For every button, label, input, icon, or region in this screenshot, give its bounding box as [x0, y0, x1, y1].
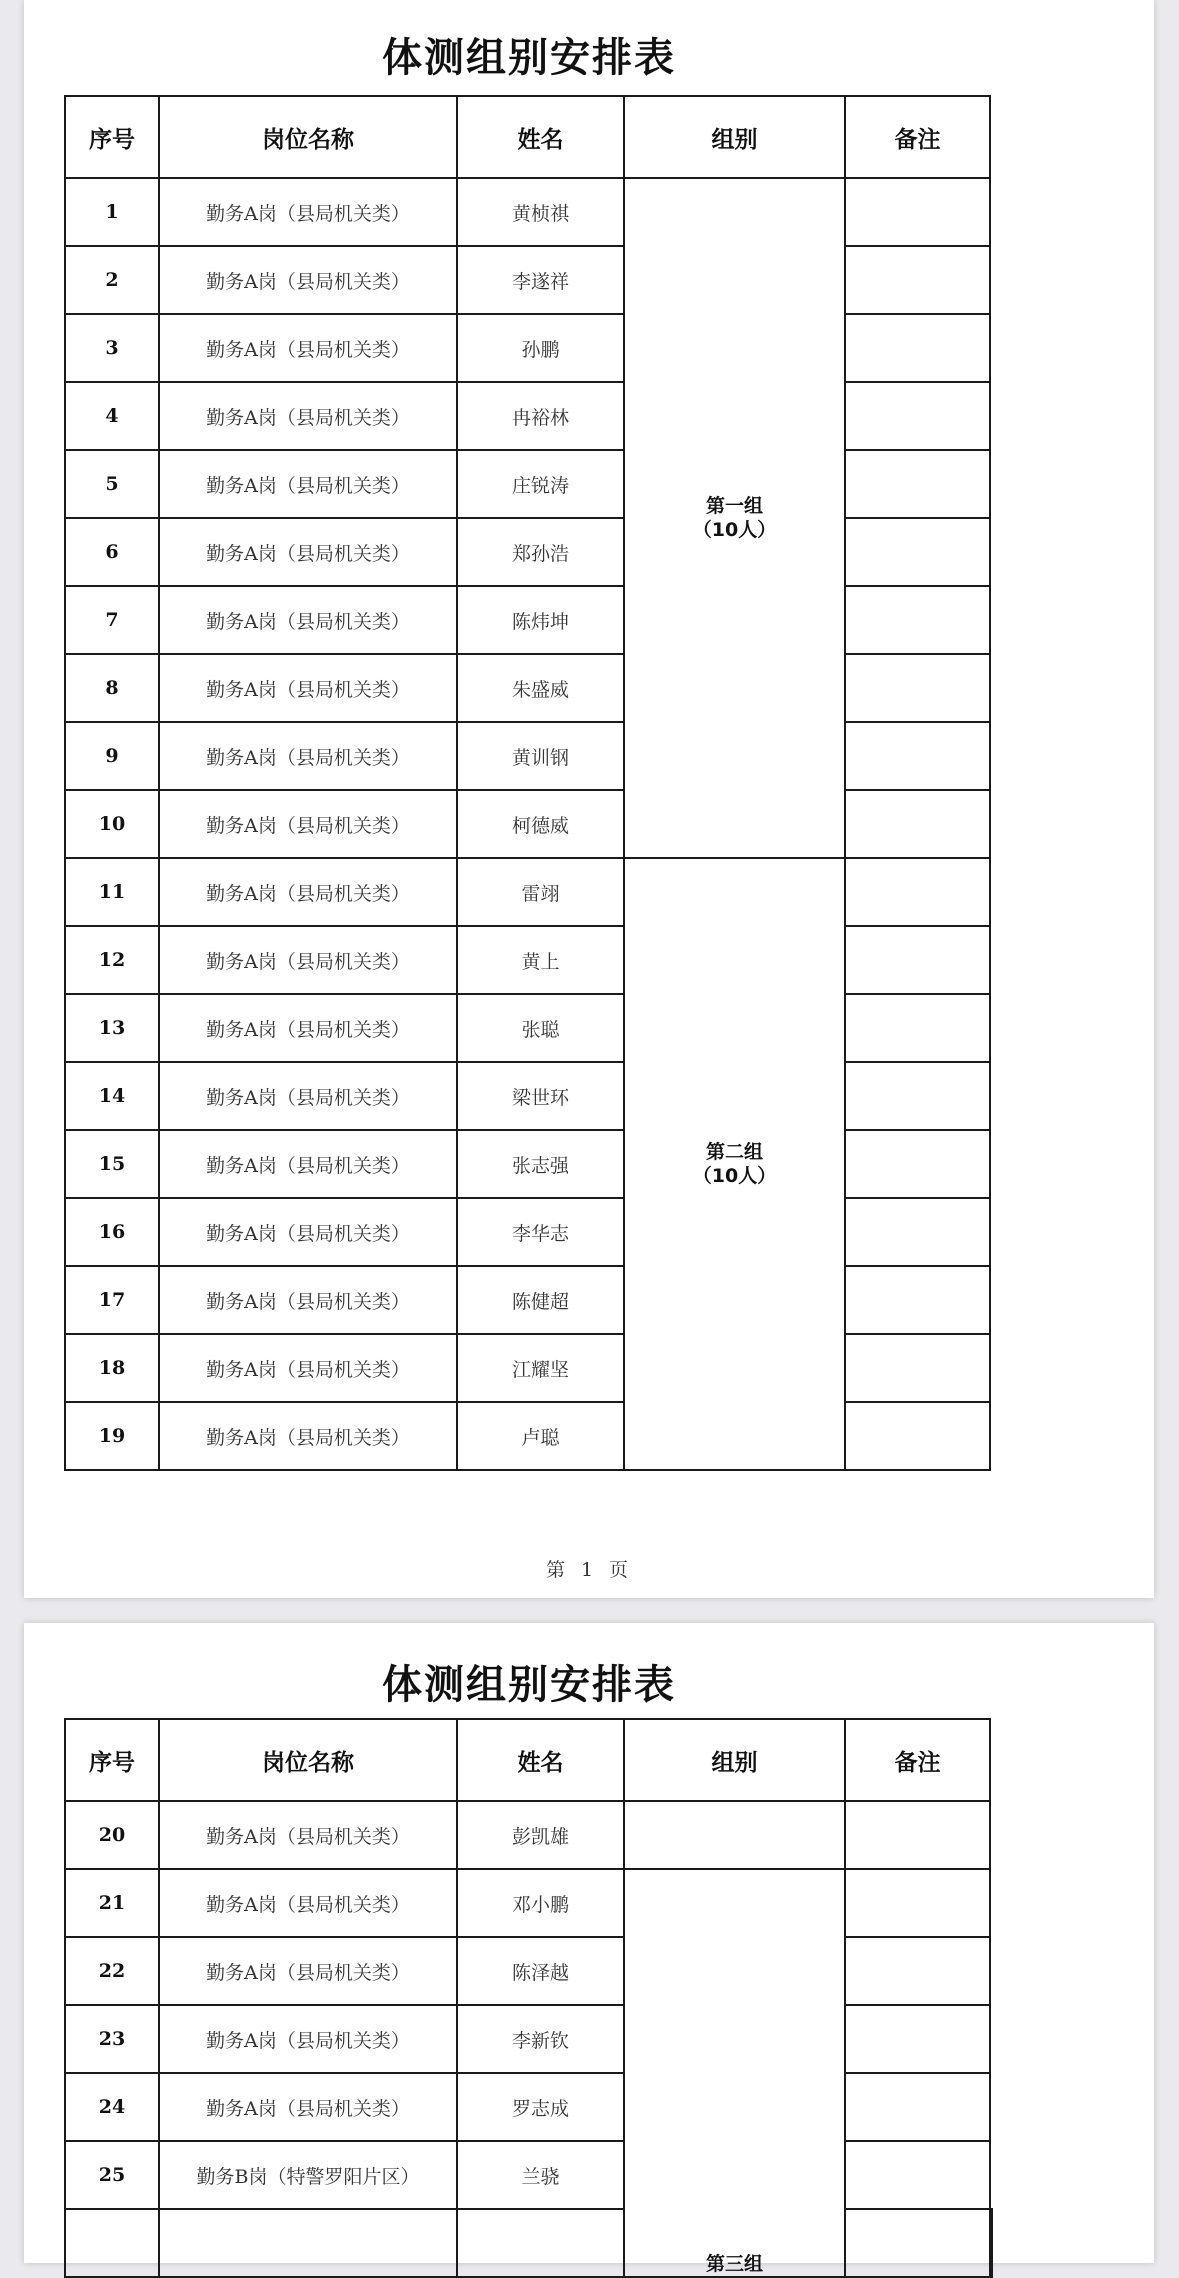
cell-serial: 25	[65, 2141, 159, 2209]
table-row	[65, 858, 990, 926]
cell-serial: 14	[65, 1062, 159, 1130]
cell-remark	[845, 246, 990, 314]
header-serial: 序号	[65, 96, 159, 178]
cell-group-3	[624, 1869, 845, 2277]
cell-remark	[845, 1130, 990, 1198]
cell-remark	[845, 790, 990, 858]
cell-remark	[845, 2073, 990, 2141]
cell-name: 罗志成	[457, 2073, 624, 2141]
cell-group-2	[624, 858, 845, 1470]
cell-position: 勤务A岗（县局机关类）	[159, 1062, 457, 1130]
cell-position: 勤务A岗（县局机关类）	[159, 790, 457, 858]
cell-group	[845, 2209, 990, 2277]
table-row	[65, 1937, 992, 2005]
cell-position: 勤务A岗（县局机关类）	[159, 1130, 457, 1198]
table-header-row	[65, 1719, 992, 1801]
table-row	[65, 518, 990, 586]
cell-serial: 3	[65, 314, 159, 382]
cell-position: 勤务A岗（县局机关类）	[159, 178, 457, 246]
cell-name: 江耀坚	[457, 1334, 624, 1402]
cell-remark	[845, 654, 990, 722]
cell-position: 勤务B岗（特警罗阳片区）	[159, 2141, 457, 2209]
group-name: 第一组	[705, 495, 763, 517]
cell-name: 李新钦	[457, 2005, 624, 2073]
header-name: 姓名	[457, 1719, 624, 1801]
cell-serial: 4	[65, 382, 159, 450]
header-remark: 备注	[845, 1719, 990, 1801]
cell-name: 陈炜坤	[457, 586, 624, 654]
table-row	[65, 1869, 992, 1937]
table-row	[65, 1062, 990, 1130]
cell-remark	[845, 2141, 990, 2209]
header-remark: 备注	[845, 96, 990, 178]
cell-name	[457, 2209, 624, 2277]
cell-position: 勤务A岗（县局机关类）	[159, 858, 457, 926]
cell-position: 勤务A岗（县局机关类）	[159, 1937, 457, 2005]
cell-name: 彭凯雄	[457, 1801, 624, 1869]
cell-serial: 21	[65, 1869, 159, 1937]
cell-name: 庄锐涛	[457, 450, 624, 518]
cell-group	[624, 1801, 845, 1869]
group-name: 第二组	[705, 1141, 763, 1163]
page-title: 体测组别安排表	[382, 1661, 676, 1708]
cell-name: 黄训钢	[457, 722, 624, 790]
cell-remark	[845, 314, 990, 382]
table-row	[65, 2141, 992, 2209]
cell-name: 邓小鹏	[457, 1869, 624, 1937]
table-row	[65, 586, 990, 654]
cell-name: 张志强	[457, 1130, 624, 1198]
cell-group-1	[624, 178, 845, 858]
cell-serial: 24	[65, 2073, 159, 2141]
cell-serial: 11	[65, 858, 159, 926]
cell-position: 勤务A岗（县局机关类）	[159, 382, 457, 450]
cell-name: 黄上	[457, 926, 624, 994]
cell-position: 勤务A岗（县局机关类）	[159, 518, 457, 586]
cell-serial: 22	[65, 1937, 159, 2005]
header-position: 岗位名称	[159, 1719, 457, 1801]
table-row	[65, 314, 990, 382]
cell-remark	[845, 1266, 990, 1334]
cell-serial: 7	[65, 586, 159, 654]
cell-remark	[845, 1402, 990, 1470]
cell-position: 勤务A岗（县局机关类）	[159, 1198, 457, 1266]
cell-name: 李遂祥	[457, 246, 624, 314]
table-row	[65, 1130, 990, 1198]
cell-name: 雷翊	[457, 858, 624, 926]
cell-remark	[845, 994, 990, 1062]
cell-name: 张聪	[457, 994, 624, 1062]
cell-serial: 13	[65, 994, 159, 1062]
cell-position: 勤务A岗（县局机关类）	[159, 1334, 457, 1402]
cell-name: 陈健超	[457, 1266, 624, 1334]
cell-remark	[845, 382, 990, 450]
cell-serial: 15	[65, 1130, 159, 1198]
cell-position: 勤务A岗（县局机关类）	[159, 246, 457, 314]
footer-prefix: 第	[545, 1559, 569, 1581]
cell-remark	[845, 518, 990, 586]
cell-remark	[845, 1198, 990, 1266]
cell-name: 柯德威	[457, 790, 624, 858]
table-row	[65, 790, 990, 858]
cell-serial: 18	[65, 1334, 159, 1402]
cell-position: 勤务A岗（县局机关类）	[159, 450, 457, 518]
cell-serial: 1	[65, 178, 159, 246]
table-row	[65, 2073, 992, 2141]
cell-name: 冉裕林	[457, 382, 624, 450]
cell-remark	[990, 2209, 992, 2277]
cell-remark	[845, 1801, 990, 1869]
cell-name: 黄桢祺	[457, 178, 624, 246]
group-count: （10人）	[692, 1165, 777, 1187]
group-name: 第三组	[705, 2253, 763, 2275]
cell-remark	[845, 926, 990, 994]
cell-serial: 9	[65, 722, 159, 790]
cell-serial: 20	[65, 1801, 159, 1869]
cell-remark	[845, 178, 990, 246]
cell-position: 勤务A岗（县局机关类）	[159, 1801, 457, 1869]
cell-name: 兰骁	[457, 2141, 624, 2209]
cell-remark	[845, 1869, 990, 1937]
grouping-table	[64, 95, 991, 1471]
cell-position: 勤务A岗（县局机关类）	[159, 926, 457, 994]
header-name: 姓名	[457, 96, 624, 178]
cell-serial	[65, 2209, 159, 2277]
cell-remark	[845, 1937, 990, 2005]
cell-position: 勤务A岗（县局机关类）	[159, 586, 457, 654]
table-row	[65, 246, 990, 314]
table-row	[65, 1402, 990, 1470]
table-row	[65, 2005, 992, 2073]
cell-position: 勤务A岗（县局机关类）	[159, 722, 457, 790]
table-row	[65, 654, 990, 722]
cell-remark	[845, 450, 990, 518]
table-header-row	[65, 96, 990, 178]
cell-remark	[845, 722, 990, 790]
cell-name: 朱盛威	[457, 654, 624, 722]
table-row	[65, 1334, 990, 1402]
cell-name: 陈泽越	[457, 1937, 624, 2005]
cell-name: 卢聪	[457, 1402, 624, 1470]
cell-serial: 6	[65, 518, 159, 586]
cell-serial: 8	[65, 654, 159, 722]
table-row	[65, 1801, 992, 1869]
table-row	[65, 994, 990, 1062]
cell-serial: 17	[65, 1266, 159, 1334]
table-row	[65, 382, 990, 450]
table-row	[65, 722, 990, 790]
cell-name: 郑孙浩	[457, 518, 624, 586]
cell-position: 勤务A岗（县局机关类）	[159, 654, 457, 722]
cell-name: 孙鹏	[457, 314, 624, 382]
cell-position: 勤务A岗（县局机关类）	[159, 314, 457, 382]
page-footer	[24, 1555, 1154, 1582]
group-count: （10人）	[692, 519, 777, 541]
header-position: 岗位名称	[159, 96, 457, 178]
cell-serial: 23	[65, 2005, 159, 2073]
cell-position: 勤务A岗（县局机关类）	[159, 1402, 457, 1470]
table-row	[65, 178, 990, 246]
header-group: 组别	[624, 96, 845, 178]
table-row	[65, 1198, 990, 1266]
cell-name: 李华志	[457, 1198, 624, 1266]
table-row	[65, 926, 990, 994]
cell-remark	[845, 2005, 990, 2073]
cell-remark	[845, 858, 990, 926]
footer-page-number: 1	[580, 1559, 598, 1581]
cell-serial: 12	[65, 926, 159, 994]
cell-serial: 10	[65, 790, 159, 858]
header-serial: 序号	[65, 1719, 159, 1801]
footer-suffix: 页	[609, 1559, 633, 1581]
cell-remark	[845, 586, 990, 654]
cell-position: 勤务A岗（县局机关类）	[159, 2073, 457, 2141]
table-row	[65, 1266, 990, 1334]
document-page-2	[24, 1623, 1154, 2275]
header-group: 组别	[624, 1719, 845, 1801]
grouping-table	[64, 1718, 993, 2278]
cell-remark	[845, 1334, 990, 1402]
cell-name: 梁世环	[457, 1062, 624, 1130]
cell-serial: 19	[65, 1402, 159, 1470]
cell-position: 勤务A岗（县局机关类）	[159, 1266, 457, 1334]
cell-position	[159, 2209, 457, 2277]
cell-serial: 5	[65, 450, 159, 518]
cell-remark	[845, 1062, 990, 1130]
cell-serial: 16	[65, 1198, 159, 1266]
cell-position: 勤务A岗（县局机关类）	[159, 1869, 457, 1937]
cell-position: 勤务A岗（县局机关类）	[159, 2005, 457, 2073]
page-title: 体测组别安排表	[382, 34, 676, 81]
table-row	[65, 2209, 992, 2277]
table-row	[65, 450, 990, 518]
cell-serial: 2	[65, 246, 159, 314]
document-page-1	[24, 0, 1154, 1598]
cell-position: 勤务A岗（县局机关类）	[159, 994, 457, 1062]
